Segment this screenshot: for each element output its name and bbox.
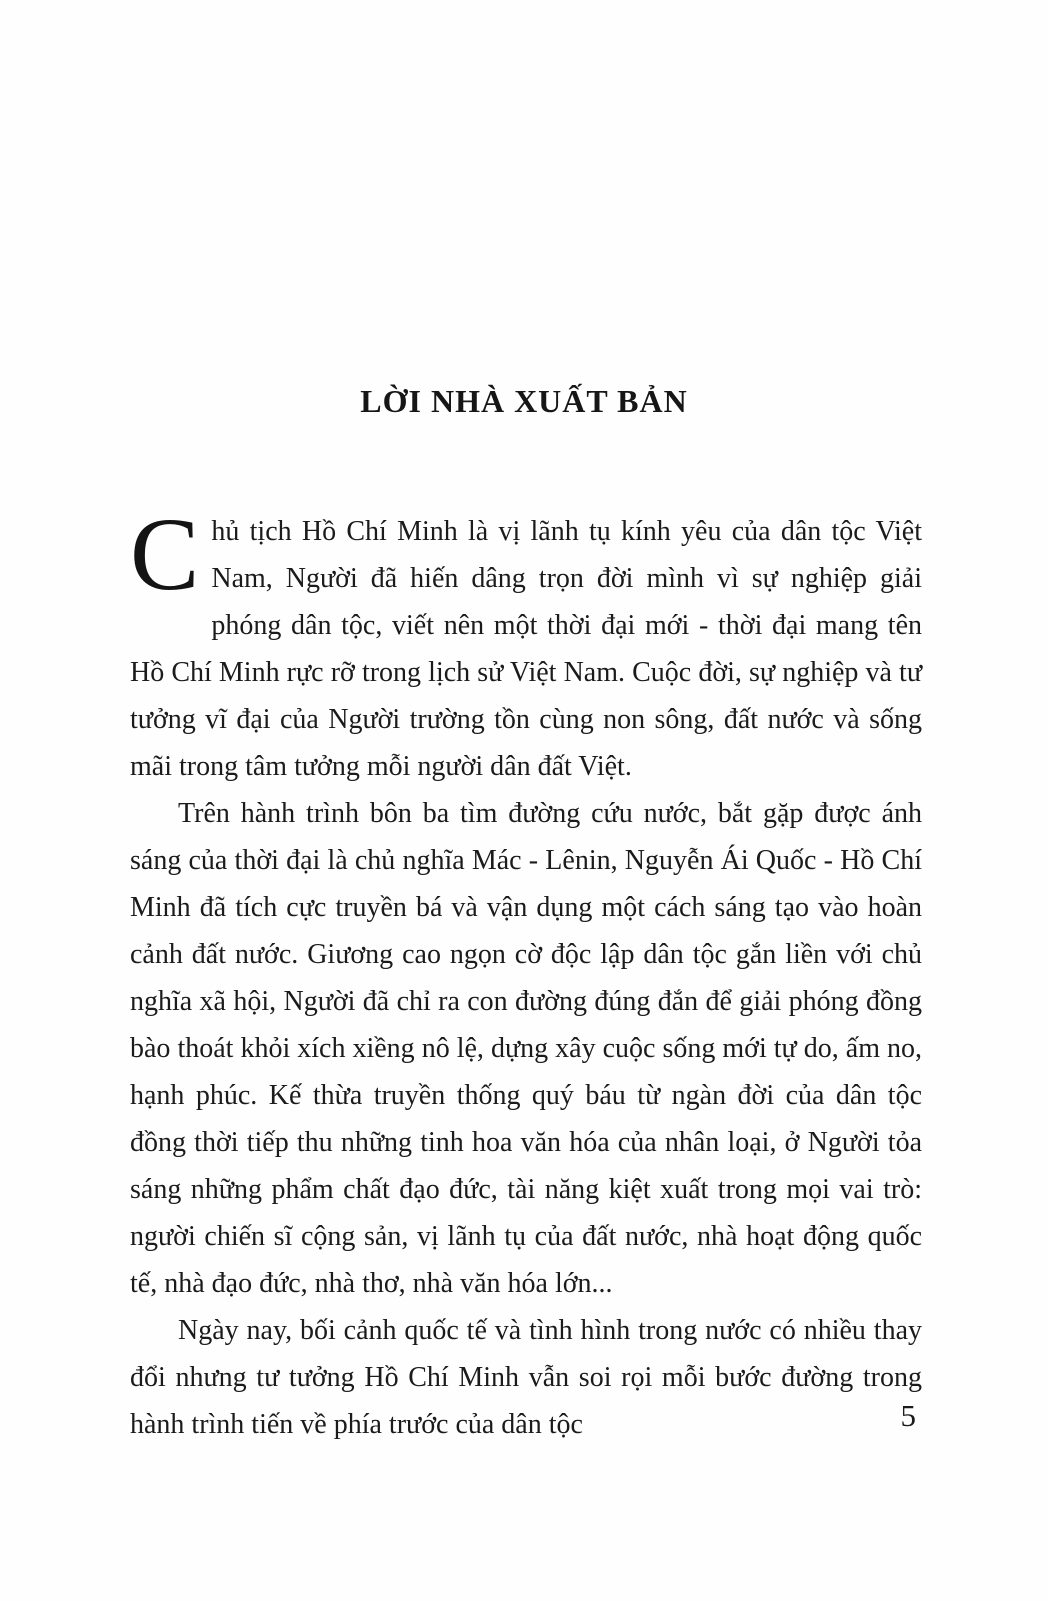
body-text — [130, 497, 922, 1448]
paragraph: Ngày nay, bối cảnh quốc tế và tình hình trong nước có nhiều thay đổi nhưng tư tưởng Hồ Chí Minh vẫn soi rọi mỗi bước đường trong hành trình tiến về phía trước của dân tộc — [130, 1315, 922, 1440]
drop-cap: C — [130, 497, 200, 612]
page-title: LỜI NHÀ XUẤT BẢN — [360, 383, 688, 419]
paragraph-text: hủ tịch Hồ Chí Minh là vị lãnh tụ kính yêu của dân tộc Việt Nam, Người đã hiến dâng trọn đời mình vì sự nghiệp giải phóng dân tộc, viết nên một thời đại mới - thời đại mang tên Hồ Chí Minh rực rỡ trong lịch sử Việt Nam. Cuộc đời, sự nghiệp và tư tưởng vĩ đại của Người trường tồn cùng non sông, đất nước và sống mãi trong tâm tưởng mỗi người dân đất Việt. — [130, 516, 922, 782]
paragraph — [130, 497, 922, 790]
paragraph: Trên hành trình bôn ba tìm đường cứu nước, bắt gặp được ánh sáng của thời đại là chủ nghĩa Mác - Lênin, Nguyễn Ái Quốc - Hồ Chí Minh đã tích cực truyền bá và vận dụng một cách sáng tạo vào hoàn cảnh đất nước. Giương cao ngọn cờ độc lập dân tộc gắn liền với chủ nghĩa xã hội, Người đã chỉ ra con đường đúng đắn để giải phóng đồng bào thoát khỏi xích xiềng nô lệ, dựng xây cuộc sống mới tự do, ấm no, hạnh phúc. Kế thừa truyền thống quý báu từ ngàn đời của dân tộc đồng thời tiếp thu những tinh hoa văn hóa của nhân loại, ở Người tỏa sáng những phẩm chất đạo đức, tài năng kiệt xuất trong mọi vai trò: người chiến sĩ cộng sản, vị lãnh tụ của đất nước, nhà hoạt động quốc tế, nhà đạo đức, nhà thơ, nhà văn hóa lớn... — [130, 798, 922, 1299]
page-number: 5 — [900, 1398, 916, 1433]
